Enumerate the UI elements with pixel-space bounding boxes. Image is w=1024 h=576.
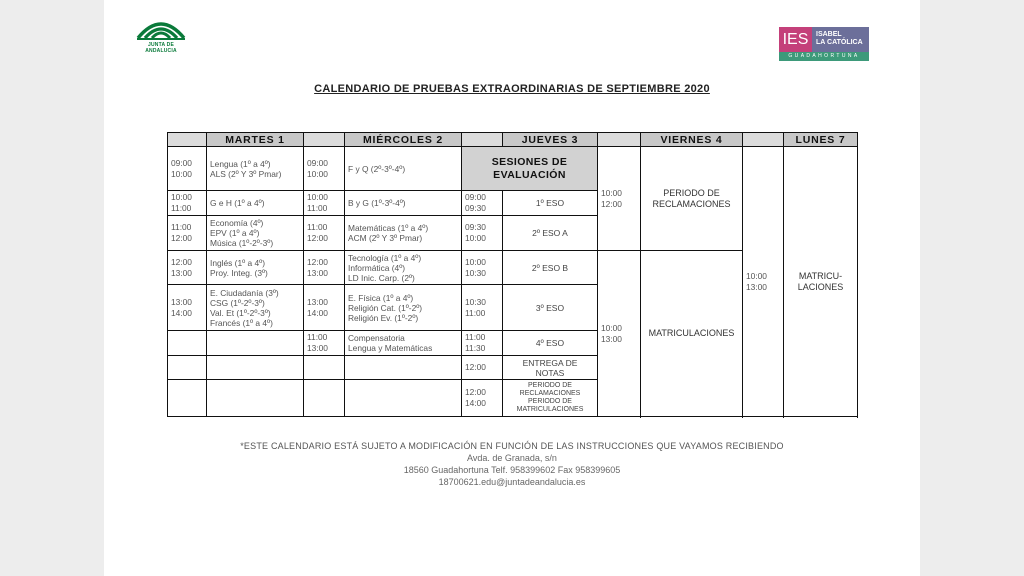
empty-cell xyxy=(207,331,304,356)
day-header-jueves: JUEVES 3 xyxy=(503,133,598,147)
time-cell: 10:00 10:30 xyxy=(462,251,503,285)
empty-cell xyxy=(345,356,462,380)
header-blank-cell xyxy=(462,133,503,147)
subject-cell: Matemáticas (1º a 4º) ACM (2º Y 3º Pmar) xyxy=(345,216,462,251)
time-cell: 10:00 11:00 xyxy=(304,191,345,216)
day-header-row xyxy=(168,133,858,147)
time-cell: 13:00 14:00 xyxy=(168,285,207,331)
time-cell: 11:00 11:30 xyxy=(462,331,503,356)
viernes-matriculaciones-cell: MATRICULACIONES xyxy=(641,251,743,417)
subject-cell: E. Ciudadanía (3º) CSG (1º-2º-3º) Val. Et (1º-2º-3º) Francés (1º a 4º) xyxy=(207,285,304,331)
time-cell: 11:00 13:00 xyxy=(304,331,345,356)
ies-abbr: IES xyxy=(779,27,812,52)
ies-town: GUADAHORTUNA xyxy=(779,52,869,61)
ies-name-line: ISABEL xyxy=(816,31,842,38)
subject-cell: Economía (4º) EPV (1º a 4º) Música (1º-2º-3º) xyxy=(207,216,304,251)
ies-school-name xyxy=(812,27,869,52)
empty-cell xyxy=(207,380,304,417)
viernes-time-cell: 10:00 13:00 xyxy=(598,251,641,417)
footer-address: Avda. de Granada, s/n xyxy=(467,453,557,463)
empty-cell xyxy=(168,356,207,380)
empty-cell xyxy=(168,380,207,417)
empty-cell xyxy=(345,380,462,417)
time-cell: 12:00 14:00 xyxy=(462,380,503,417)
group-cell: 3º ESO xyxy=(503,285,598,331)
subject-cell: F y Q (2º-3º-4º) xyxy=(345,147,462,191)
day-header-miercoles: MIÉRCOLES 2 xyxy=(345,133,462,147)
time-cell: 10:30 11:00 xyxy=(462,285,503,331)
header-blank-cell xyxy=(743,133,784,147)
header-blank-cell xyxy=(304,133,345,147)
empty-cell xyxy=(207,356,304,380)
subject-cell: Lengua (1º a 4º) ALS (2º Y 3º Pmar) xyxy=(207,147,304,191)
lunes-time-cell: 10:00 13:00 xyxy=(743,147,784,417)
document-footer xyxy=(104,440,920,488)
empty-cell xyxy=(168,331,207,356)
group-cell: PERIODO DE RECLAMACIONES PERIODO DE MATRICULACIONES xyxy=(503,380,598,417)
sesiones-evaluacion-cell: SESIONES DE EVALUACIÓN xyxy=(462,147,598,191)
footer-note: *ESTE CALENDARIO ESTÁ SUJETO A MODIFICACIÓN EN FUNCIÓN DE LAS INSTRUCCIONES QUE VAYAMOS RECIBIENDO xyxy=(240,441,784,451)
time-cell: 10:00 11:00 xyxy=(168,191,207,216)
day-header-martes: MARTES 1 xyxy=(207,133,304,147)
group-cell: ENTREGA DE NOTAS xyxy=(503,356,598,380)
day-header-lunes: LUNES 7 xyxy=(784,133,858,147)
group-cell: 2º ESO B xyxy=(503,251,598,285)
ies-isabel-la-catolica-logo xyxy=(779,27,869,63)
subject-cell: B y G (1º-3º-4º) xyxy=(345,191,462,216)
subject-cell: E. Física (1º a 4º) Religión Cat. (1º-2º) Religión Ev. (1º-2º) xyxy=(345,285,462,331)
junta-de-andalucia-logo xyxy=(134,12,188,52)
junta-arch-icon xyxy=(134,12,188,42)
subject-cell: Compensatoria Lengua y Matemáticas xyxy=(345,331,462,356)
subject-cell: Tecnología (1º a 4º) Informática (4º) LD Inic. Carp. (2º) xyxy=(345,251,462,285)
header-blank-cell xyxy=(598,133,641,147)
empty-cell xyxy=(304,380,345,417)
footer-email: 18700621.edu@juntadeandalucia.es xyxy=(438,477,586,487)
header-blank-cell xyxy=(168,133,207,147)
time-cell: 09:00 10:00 xyxy=(304,147,345,191)
table-row xyxy=(168,147,858,191)
day-header-viernes: VIERNES 4 xyxy=(641,133,743,147)
time-cell: 09:00 09:30 xyxy=(462,191,503,216)
document-page xyxy=(104,0,920,576)
lunes-matriculaciones-cell: MATRICU- LACIONES xyxy=(784,147,858,417)
document-title: CALENDARIO DE PRUEBAS EXTRAORDINARIAS DE SEPTIEMBRE 2020 xyxy=(314,83,710,95)
exam-schedule-table xyxy=(167,132,858,417)
junta-logo-text: JUNTA DE ANDALUCIA xyxy=(145,42,177,54)
group-cell: 2º ESO A xyxy=(503,216,598,251)
time-cell: 12:00 13:00 xyxy=(168,251,207,285)
time-cell: 09:30 10:00 xyxy=(462,216,503,251)
subject-cell: G e H (1º a 4º) xyxy=(207,191,304,216)
time-cell: 11:00 12:00 xyxy=(168,216,207,251)
time-cell: 12:00 xyxy=(462,356,503,380)
group-cell: 1º ESO xyxy=(503,191,598,216)
group-cell: 4º ESO xyxy=(503,331,598,356)
time-cell: 11:00 12:00 xyxy=(304,216,345,251)
empty-cell xyxy=(304,356,345,380)
viernes-reclamaciones-cell: PERIODO DE RECLAMACIONES xyxy=(641,147,743,251)
viernes-time-cell: 10:00 12:00 xyxy=(598,147,641,251)
time-cell: 13:00 14:00 xyxy=(304,285,345,331)
subject-cell: Inglés (1º a 4º) Proy. Integ. (3º) xyxy=(207,251,304,285)
time-cell: 09:00 10:00 xyxy=(168,147,207,191)
footer-contact: 18560 Guadahortuna Telf. 958399602 Fax 958399605 xyxy=(403,465,621,475)
ies-name-line: LA CATÓLICA xyxy=(816,39,863,46)
time-cell: 12:00 13:00 xyxy=(304,251,345,285)
